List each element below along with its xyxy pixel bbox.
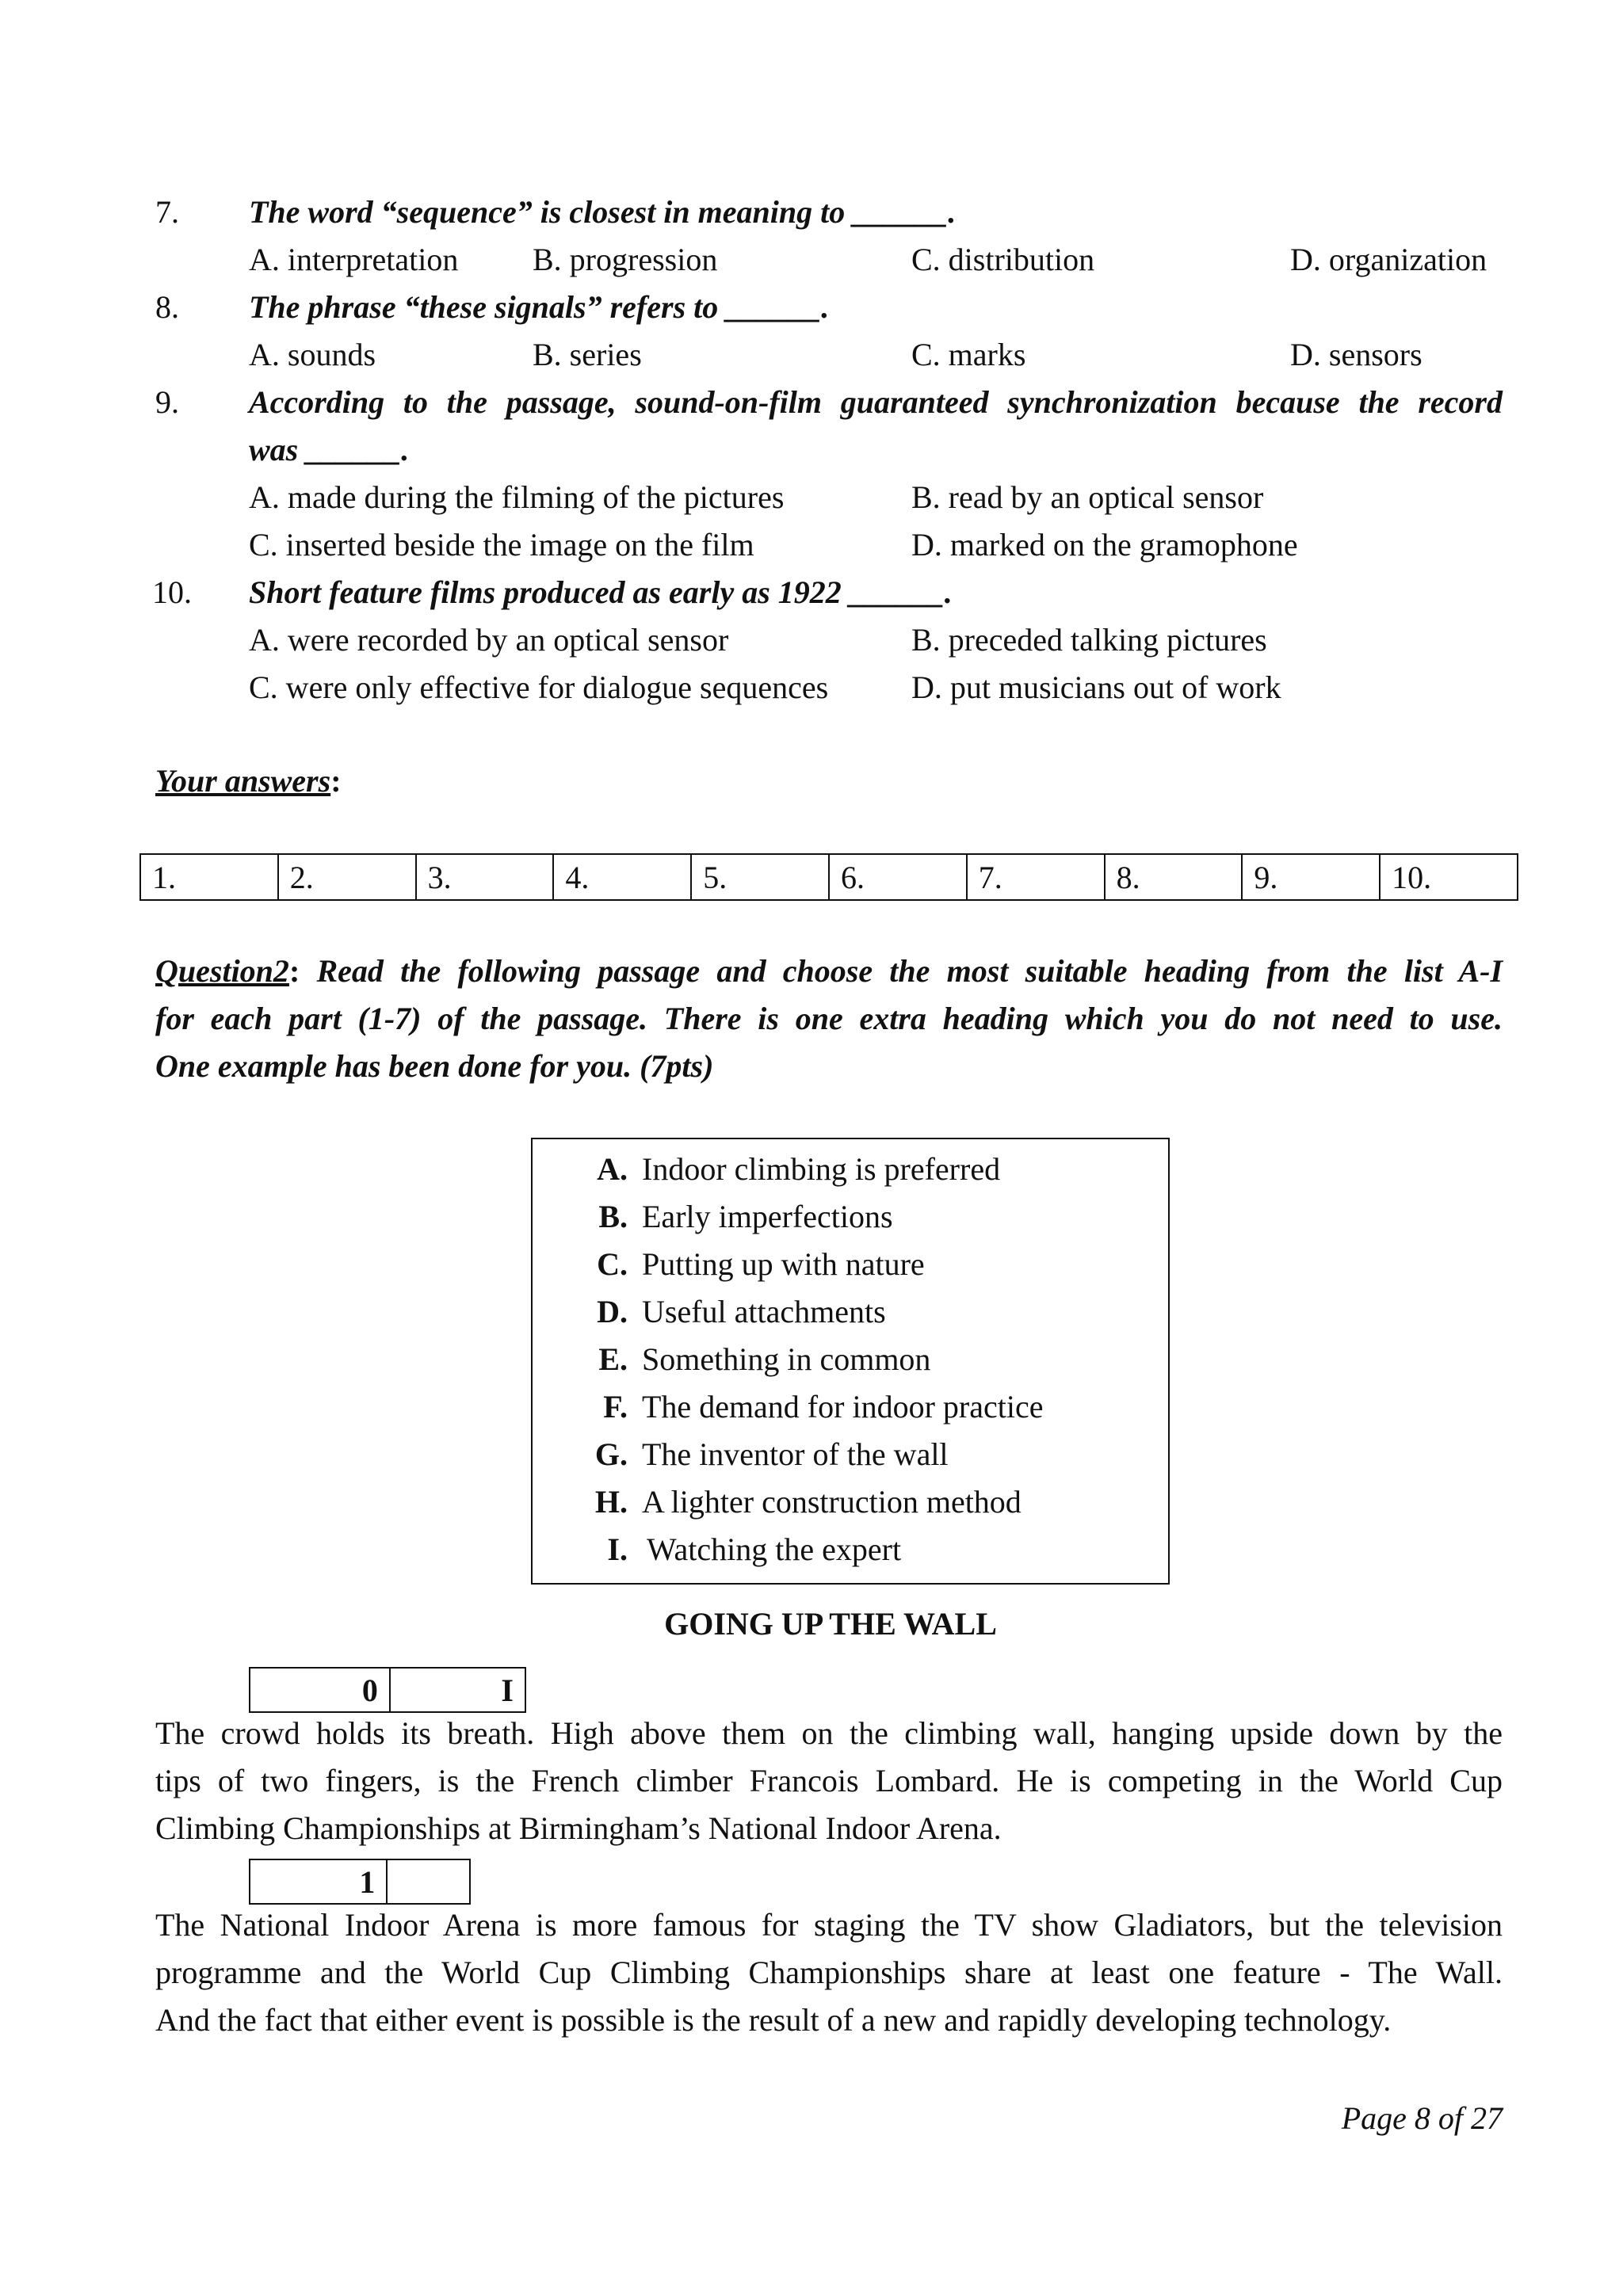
question2-label: Question2 [155,953,289,989]
question-10-option-b: B. preceded talking pictures [911,622,1267,658]
question-10-option-c: C. were only effective for dialogue sequences [249,669,829,705]
paragraph-1-line2: programme and the World Cup Climbing Championships share at least one feature - The Wall. [155,1955,1503,1990]
answers-label: Your answers [155,763,331,799]
question2-line1 [155,955,1503,987]
heading-letter: H. [594,1484,628,1520]
question-9-stem-line1: According to the passage, sound-on-film guaranteed synchronization because the record [249,384,1503,420]
paragraph-0-line1: The crowd holds its breath. High above them on the climbing wall, hanging upside down by the [155,1715,1503,1751]
paragraph-0-line3: Climbing Championships at Birmingham’s National Indoor Arena. [155,1810,1002,1846]
question-9-option-d: D. marked on the gramophone [911,527,1298,563]
question-7-option-c: C. distribution [911,242,1095,277]
heading-letter: I. [607,1531,628,1567]
answers-colon: : [330,763,342,799]
question2-instruction-line2: for each part (1-7) of the passage. There is one extra heading which you do not need to use. [155,1001,1503,1036]
question-9-option-c: C. inserted beside the image on the film [249,527,754,563]
question2-instruction-line3: One example has been done for you. (7pts) [155,1048,714,1084]
paragraph-1-line3: And the fact that either event is possible is the result of a new and rapidly developing technology. [155,2002,1392,2038]
question-10-option-d: D. put musicians out of work [911,669,1281,705]
heading-letter: A. [597,1151,628,1187]
question-9-option-a: A. made during the filming of the pictures [249,479,785,515]
heading-text: Useful attachments [642,1294,886,1329]
question-9-stem-line2: was ______. [249,432,410,467]
answer-cell-3[interactable]: 3. [416,854,554,900]
question-7-option-a: A. interpretation [249,242,459,277]
heading-letter: C. [597,1246,628,1282]
paragraph-0-line2: tips of two fingers, is the French climber Francois Lombard. He is competing in the World Cup [155,1763,1503,1798]
question-7-option-b: B. progression [533,242,718,277]
paragraph-1-line1: The National Indoor Arena is more famous for staging the TV show Gladiators, but the television [155,1907,1503,1943]
heading-text: A lighter construction method [642,1484,1022,1520]
heading-letter: F. [603,1389,628,1425]
heading-letter: G. [594,1436,628,1472]
example-box [249,1667,526,1713]
question-10-stem: Short feature films produced as early as 1922 ______. [249,574,953,610]
question2-colon: : [288,953,300,989]
part-1-number: 1 [250,1859,387,1904]
answer-row [140,854,1518,900]
question-10-option-a: A. were recorded by an optical sensor [249,622,729,658]
heading-text: The demand for indoor practice [642,1389,1044,1425]
question-10-number: 10. [152,574,192,610]
question-9-option-b: B. read by an optical sensor [911,479,1264,515]
answer-table [139,853,1518,901]
answer-cell-10[interactable]: 10. [1380,854,1518,900]
question-8-option-b: B. series [533,337,642,372]
example-answer: I [390,1668,525,1712]
headings-list-box [531,1138,1170,1585]
answer-cell-7[interactable]: 7. [967,854,1105,900]
question-8-option-a: A. sounds [249,337,376,372]
page-number-footer: Page 8 of 27 [1341,2100,1503,2136]
question-9-number: 9. [155,384,179,420]
question-8-number: 8. [155,289,179,325]
question-8-stem: The phrase “these signals” refers to ______. [249,289,830,325]
example-number: 0 [250,1668,390,1712]
part-1-answer-input[interactable] [387,1859,470,1904]
question-7-option-d: D. organization [1290,242,1487,277]
answer-cell-9[interactable]: 9. [1242,854,1380,900]
heading-letter: B. [598,1199,628,1234]
part-1-answer-box [249,1859,471,1905]
heading-text: The inventor of the wall [642,1436,949,1472]
heading-letter: E. [598,1341,628,1377]
question-8-option-c: C. marks [911,337,1026,372]
question-7-number: 7. [155,194,179,230]
answer-cell-2[interactable]: 2. [278,854,416,900]
heading-text: Putting up with nature [642,1246,925,1282]
passage-title: GOING UP THE WALL [664,1606,997,1642]
answer-cell-8[interactable]: 8. [1105,854,1243,900]
heading-text: Indoor climbing is preferred [642,1151,1001,1187]
answer-cell-5[interactable]: 5. [691,854,829,900]
answer-cell-1[interactable]: 1. [140,854,278,900]
heading-text: Early imperfections [642,1199,893,1234]
heading-letter: D. [597,1294,628,1329]
question-7-stem: The word “sequence” is closest in meaning to ______. [249,194,957,230]
answer-cell-4[interactable]: 4. [553,854,691,900]
answer-cell-6[interactable]: 6. [829,854,967,900]
question2-instruction-line1: Read the following passage and choose the most suitable heading from the list A-I [316,953,1503,989]
heading-text: Watching the expert [647,1531,902,1567]
answers-heading [155,765,342,797]
question-8-option-d: D. sensors [1290,337,1423,372]
heading-text: Something in common [642,1341,931,1377]
